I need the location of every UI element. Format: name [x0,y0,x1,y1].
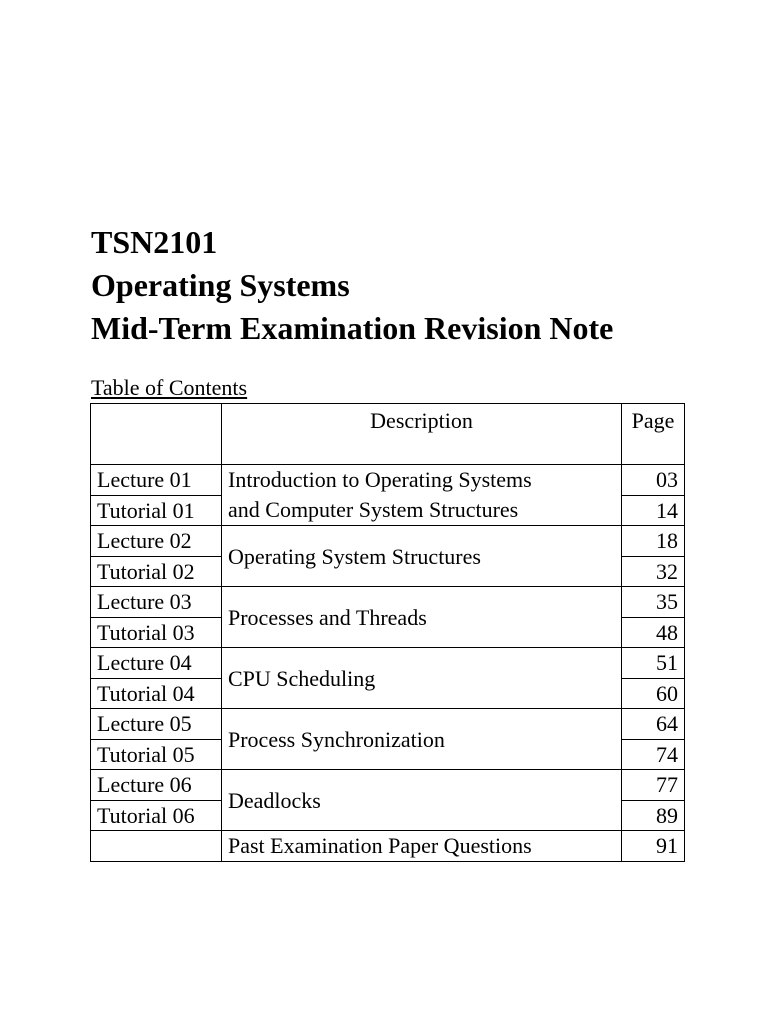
toc-row-page: 48 [622,617,685,648]
toc-row-page: 64 [622,709,685,740]
toc-row-description: Past Examination Paper Questions [222,831,622,862]
toc-row-description: CPU Scheduling [222,648,622,709]
toc-header-description: Description [222,404,622,465]
toc-row-page: 77 [622,770,685,801]
title-block [91,221,613,350]
toc-row-description: Processes and Threads [222,587,622,648]
note-title: Mid-Term Examination Revision Note [91,310,614,346]
toc-row-page: 14 [622,495,685,526]
toc-row-page: 03 [622,465,685,496]
toc-row-label: Lecture 02 [91,526,222,557]
toc-caption: Table of Contents [91,375,248,400]
toc-row-page: 91 [622,831,685,862]
course-code: TSN2101 [91,224,218,260]
toc-row-label: Tutorial 05 [91,739,222,770]
table-row [91,648,685,679]
table-row [91,587,685,618]
toc-row-label: Tutorial 02 [91,556,222,587]
toc-row-label: Tutorial 03 [91,617,222,648]
table-row [91,709,685,740]
toc-table [90,403,685,862]
toc-header-label [91,404,222,465]
course-title: Operating Systems [91,267,350,303]
toc-row-label [91,831,222,862]
toc-row-description: Operating System Structures [222,526,622,587]
table-row [91,831,685,862]
toc-row-description: Deadlocks [222,770,622,831]
toc-row-label: Lecture 05 [91,709,222,740]
toc-row-page: 74 [622,739,685,770]
toc-header-row [91,404,685,465]
toc-row-label: Lecture 04 [91,648,222,679]
table-row [91,465,685,496]
toc-row-page: 89 [622,800,685,831]
toc-row-label: Tutorial 01 [91,495,222,526]
toc-description-line: Introduction to Operating Systems [228,467,532,492]
toc-row-label: Tutorial 04 [91,678,222,709]
toc-row-label: Lecture 06 [91,770,222,801]
toc-row-label: Lecture 03 [91,587,222,618]
toc-row-page: 32 [622,556,685,587]
table-row [91,770,685,801]
toc-description-line: and Computer System Structures [228,497,519,522]
toc-row-page: 35 [622,587,685,618]
toc-row-page: 60 [622,678,685,709]
table-row [91,526,685,557]
toc-row-description [222,465,622,526]
toc-row-page: 51 [622,648,685,679]
toc-row-label: Lecture 01 [91,465,222,496]
toc-row-page: 18 [622,526,685,557]
toc-row-label: Tutorial 06 [91,800,222,831]
toc-header-page: Page [622,404,685,465]
toc-row-description: Process Synchronization [222,709,622,770]
